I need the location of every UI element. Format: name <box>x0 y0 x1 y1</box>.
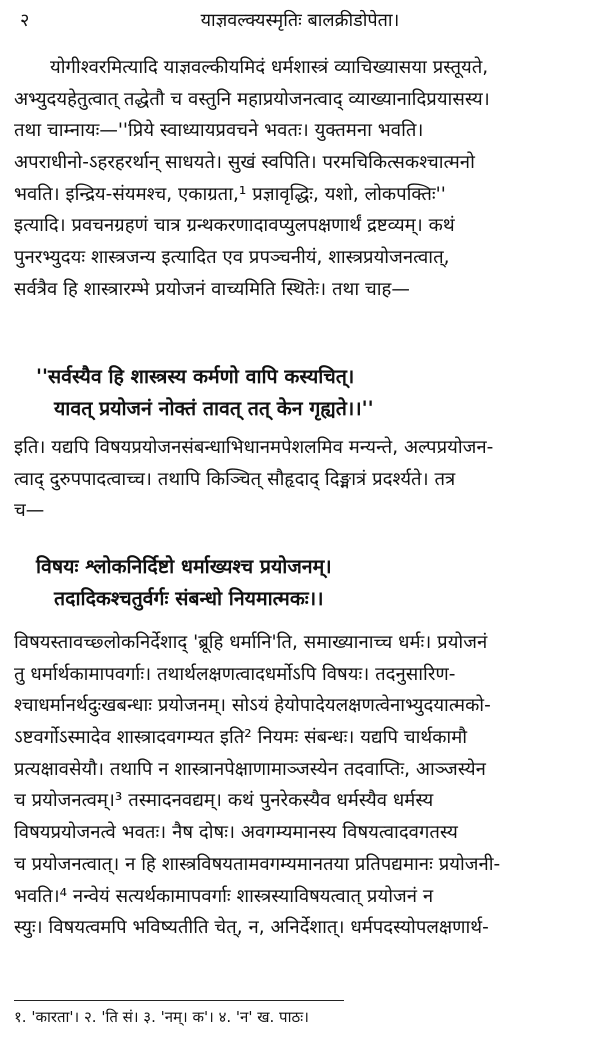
verse-line: ''सर्वस्यैव हि शास्त्रस्य कर्मणो वापि कस्यचित्। <box>36 365 355 388</box>
text-line: प्रत्यक्षावसेयौ। तथापि न शास्त्रानपेक्षाणामाञ्जस्येन तदवाप्तिः, आञ्जस्येन <box>14 758 486 780</box>
text-line: श्चाधर्मानर्थदुःखबन्धाः प्रयोजनम्। सोऽयं हेयोपादेयलक्षणत्वेनाभ्युदयात्मको- <box>14 695 491 717</box>
root-verse <box>36 551 576 614</box>
commentary-paragraph-1 <box>14 52 586 306</box>
text-line: च— <box>14 500 45 522</box>
text-line: च प्रयोजनत्वात्। न हि शास्त्रविषयतामवगम्यमानतया प्रतिपद्यमानः प्रयोजनी- <box>14 853 501 875</box>
text-line: पुनरभ्युदयः शास्त्रजन्य इत्यादित एव प्रपञ्चनीयं, शास्त्रप्रयोजनत्वात्, <box>14 247 450 269</box>
verse-line: तदादिकश्चतुर्वर्गः संबन्धो नियमात्मकः।। <box>54 586 324 610</box>
text-line: विषयप्रयोजनत्वे भवतः। नैष दोषः। अवगम्यमानस्य विषयत्वादवगतस्य <box>14 822 458 844</box>
text-line: भवति। इन्द्रिय-संयमश्च, एकाग्रता,¹ प्रज्ञावृद्धिः, यशो, लोकपक्तिः'' <box>14 183 446 205</box>
text-line: योगीश्वरमित्यादि याज्ञवल्कीयमिदं धर्मशास्त्रं व्याचिख्यासया प्रस्तूयते, <box>50 57 489 78</box>
commentary-paragraph-2 <box>14 432 586 527</box>
text-line: अभ्युदयहेतुत्वात् तद्धेतौ च वस्तुनि महाप्रयोजनत्वाद् व्याख्यानादिप्रयासस्य। <box>14 88 490 110</box>
running-head <box>14 4 586 38</box>
text-line: च प्रयोजनत्वम्।³ तस्मादनवद्यम्। कथं पुनरेकस्यैव धर्मस्यैव धर्मस्य <box>14 790 434 812</box>
text-line: सर्वत्रैव हि शास्त्रारम्भे प्रयोजनं वाच्यमिति स्थितेः। तथा चाह— <box>14 278 410 300</box>
commentary-paragraph-3 <box>14 627 586 944</box>
text-line: इति। यद्यपि विषयप्रयोजनसंबन्धाभिधानमपेशलमिव मन्यन्ते, अल्पप्रयोजन- <box>14 437 494 458</box>
text-line: अपराधीनो-ऽहरहरर्थान् साधयते। सुखं स्वपिति। परमचिकित्सकश्चात्मनो <box>14 152 475 174</box>
text-line: इत्यादि। प्रवचनग्रहणं चात्र ग्रन्थकरणादावप्युलपक्षणार्थं द्रष्टव्यम्। कथं <box>14 215 455 237</box>
page-number: २ <box>20 10 30 31</box>
verse-line: विषयः श्लोकनिर्दिष्टो धर्माख्यश्च प्रयोजनम्। <box>36 555 332 578</box>
footnotes: १. 'कारता'। २. 'ति सं। ३. 'नम्। क'। ४. 'न' ख. पाठः। <box>14 1008 309 1026</box>
text-line: भवति।⁴ नन्वेयं सत्यर्थकामापवर्गाः शास्त्रस्याविषयत्वात् प्रयोजनं न <box>14 885 434 907</box>
verse-line: यावत् प्रयोजनं नोक्तं तावत् तत् केन गृह्यते।।'' <box>54 396 374 420</box>
footnote-divider <box>14 1000 344 1001</box>
text-line: ऽष्टवर्गोऽस्मादेव शास्त्रादवगम्यत इति² नियमः संबन्धः। यद्यपि चार्थकामौ <box>14 727 468 749</box>
text-line: तथा चाम्नायः—''प्रिये स्वाध्यायप्रवचने भवतः। युक्तमना भवति। <box>14 120 424 142</box>
running-title: याज्ञवल्क्यस्मृतिः बालक्रीडोपेता। <box>200 10 400 31</box>
text-line: त्वाद् दुरुपपादत्वाच्च। तथापि किञ्चित् सौहृदाद् दिङ्मात्रं प्रदर्श्यते। तत्र <box>14 468 456 490</box>
quoted-verse <box>36 361 576 424</box>
text-line: स्युः। विषयत्वमपि भविष्यतीति चेत्, न, अनिर्देशात्। धर्मपदस्योपलक्षणार्थ- <box>14 917 489 939</box>
text-line: तु धर्मार्थकामापवर्गाः। तथार्थलक्षणत्वादधर्मोऽपि विषयः। तदनुसारिण- <box>14 663 456 685</box>
text-line: विषयस्तावच्छ्लोकनिर्देशाद् 'ब्रूहि धर्मानि'ति, समाख्यानाच्च धर्मः। प्रयोजनं <box>14 632 488 653</box>
